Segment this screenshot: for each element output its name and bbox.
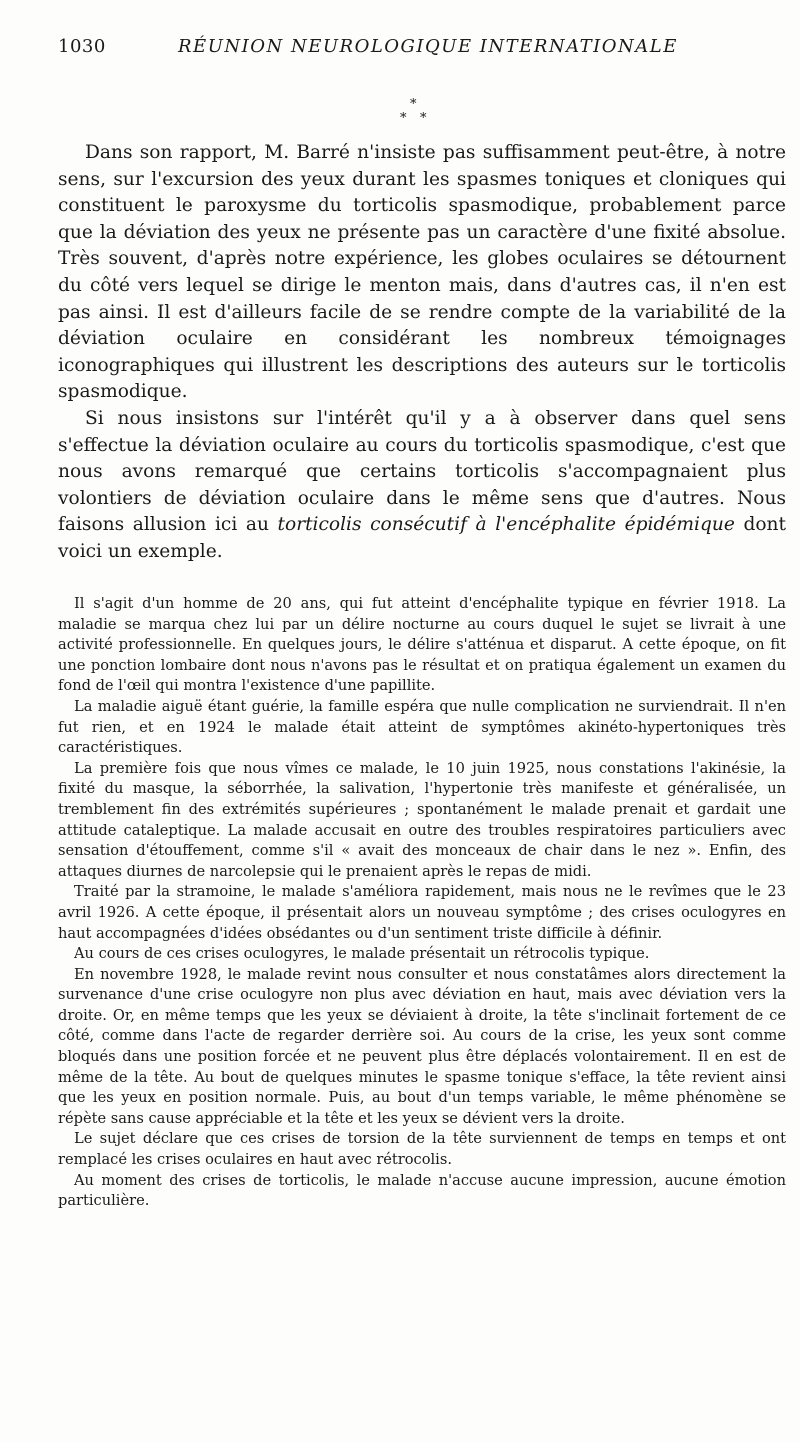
case-paragraph: En novembre 1928, le malade revint nous consulter et nous constatâmes alors directement la survenance d'une crise oculogyre non plus avec déviation en haut, mais avec déviation vers la droite. Or, en même temps que les yeux se déviaient à droite, la tête s'inclinait fortement de ce côté, comme dans l'acte de regarder derrière soi. Au cours de la crise, les yeux sont comme bloqués dans une position forcée et ne peuvent plus être déplacés volontairement. Il en est de même de la tête. Au bout de quelques minutes le spasme tonique s'efface, la tête revient ainsi que les yeux en position normale. Puis, au bout d'un temps variable, le même phénomène se répète sans cause appréciable et la tête et les yeux se dévient vers la droite. <box>58 965 786 1127</box>
case-paragraph: Traité par la stramoine, le malade s'améliora rapidement, mais nous ne le revîmes que le 23 avril 1926. A cette époque, il présentait alors un nouveau symptôme ; des crises oculogyres en haut accompagnées d'idées obsédantes ou d'un sentiment triste difficile à définir. <box>58 883 786 942</box>
page-number: 1030 <box>58 36 106 57</box>
running-title: RÉUNION NEUROLOGIQUE INTERNATIONALE <box>178 36 678 57</box>
case-paragraph: La première fois que nous vîmes ce malade, le 10 juin 1925, nous constations l'akinésie, la fixité du masque, la séborrhée, la salivation, l'hypertonie très manifeste et généralisée, un tremblement fin des extrémités supérieures ; spontanément le malade prenait et gardait une attitude cataleptique. La malade accusait en outre des troubles respiratoires particuliers avec sensation d'étouffement, comme s'il « avait des monceaux de chair dans le nez ». Enfin, des attaques diurnes de narcolepsie qui le prenaient après le repas de midi. <box>58 759 786 880</box>
italic-phrase: torticolis consécutif à l'encéphalite épidémique <box>277 514 735 536</box>
separator-star: * <box>410 97 417 112</box>
paragraph-text: Si nous insistons sur l'intérêt qu'il y a à observer dans quel sens s'effectue la déviation oculaire au cours du torticolis spasmodique, c'est que nous avons remarqué que certains torticolis s'accompagnaient plus volontiers de déviation oculaire dans le même sens que d'autres. Nous faisons allusion ici au <box>58 407 786 536</box>
case-paragraph: La maladie aiguë étant guérie, la famille espéra que nulle complication ne surviendrait. Il n'en fut rien, et en 1924 le malade était atteint de symptômes akinéto-hypertoniques très caractéristiques. <box>58 697 786 757</box>
section-separator <box>0 92 800 132</box>
paragraph-text: dont voici un exemple. <box>58 514 786 562</box>
case-paragraph: Au moment des crises de torticolis, le malade n'accuse aucune impression, aucune émotion particulière. <box>58 1171 786 1210</box>
page-header <box>58 36 758 66</box>
separator-star: * <box>400 111 407 126</box>
case-paragraph: Il s'agit d'un homme de 20 ans, qui fut atteint d'encéphalite typique en février 1918. La maladie se marqua chez lui par un délire nocturne au cours duquel le sujet se livrait à une activité professionnelle. En quelques jours, le délire s'atténua et disparut. A cette époque, on fit une ponction lombaire dont nous n'avons pas le résultat et on pratiqua également un examen du fond de l'œil qui montra l'existence d'une papillite. <box>58 595 786 695</box>
case-paragraph: Au cours de ces crises oculogyres, le malade présentait un rétrocolis typique. <box>74 945 650 963</box>
main-text <box>58 140 786 566</box>
separator-star: * <box>420 111 427 126</box>
case-paragraph: Le sujet déclare que ces crises de torsion de la tête surviennent de temps en temps et ont remplacé les crises oculaires en haut avec rétrocolis. <box>58 1130 786 1169</box>
paragraph: Dans son rapport, M. Barré n'insiste pas suffisamment peut-être, à notre sens, sur l'excursion des yeux durant les spasmes toniques et cloniques qui constituent le paroxysme du torticolis spasmodique, probablement parce que la déviation des yeux ne présente pas un caractère d'une fixité absolue. Très souvent, d'après notre expérience, les globes oculaires se détournent du côté vers lequel se dirige le menton mais, dans d'autres cas, il n'en est pas ainsi. Il est d'ailleurs facile de se rendre compte de la variabilité de la déviation oculaire en considérant les nombreux témoignages iconographiques qui illustrent les descriptions des auteurs sur le torticolis spasmodique. <box>58 142 786 403</box>
case-report <box>58 594 786 1212</box>
paragraph <box>58 406 786 566</box>
